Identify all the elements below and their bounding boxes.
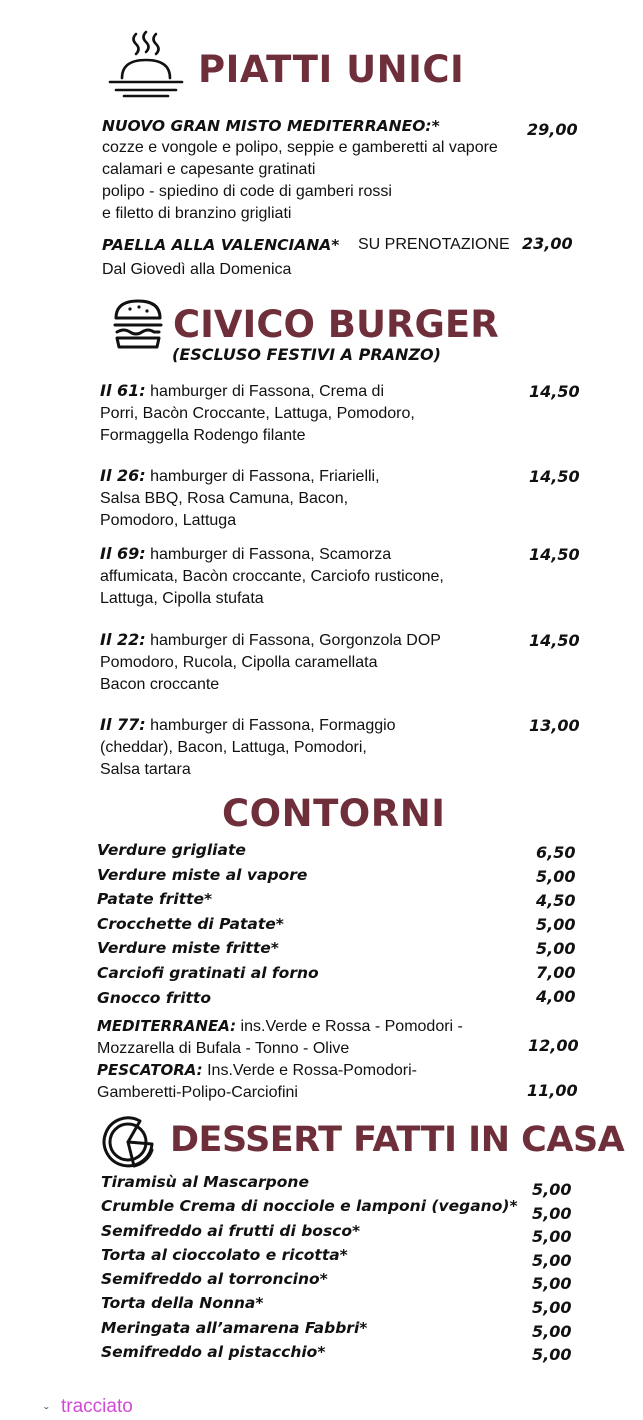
- section-title-contorni: CONTORNI: [222, 792, 446, 835]
- burger-item: Il 77: hamburger di Fassona, Formaggio (cheddar), Bacon, Lattuga, Pomodori, Salsa tartara: [100, 715, 396, 778]
- list-item: Gnocco fritto: [97, 988, 211, 1007]
- dessert-prices: 5,00 5,00 5,00 5,00 5,00 5,00 5,00 5,00: [532, 1180, 572, 1365]
- list-item: Carciofi gratinati al forno: [97, 963, 319, 982]
- burger-price: 13,00: [529, 716, 580, 735]
- dish-description: Dal Giovedì alla Domenica: [102, 261, 292, 278]
- section-title-civico-burger: CIVICO BURGER: [173, 303, 499, 346]
- burger-price: 14,50: [529, 382, 580, 401]
- burger-item: Il 22: hamburger di Fassona, Gorgonzola DOP Pomodoro, Rucola, Cipolla caramellata Bacon croccante: [100, 630, 441, 693]
- dessert-list: [101, 1170, 518, 1364]
- steaming-plate-icon: [106, 30, 188, 98]
- dish-price: 29,00: [527, 120, 578, 139]
- list-item: Tiramisù al Mascarpone: [101, 1173, 309, 1191]
- list-item: Patate fritte*: [97, 890, 213, 909]
- burger-price: 14,50: [529, 631, 580, 650]
- burger-icon: [112, 298, 164, 350]
- salad-price: 12,00: [528, 1036, 579, 1055]
- dish-note: SU PRENOTAZIONE: [358, 236, 510, 253]
- salad-price: 11,00: [527, 1081, 578, 1100]
- burger-item: Il 26: hamburger di Fassona, Friarielli, Salsa BBQ, Rosa Camuna, Bacon, Pomodoro, Lattuga: [100, 466, 380, 529]
- list-item: Verdure miste fritte*: [97, 939, 279, 958]
- list-item: Verdure grigliate: [97, 841, 246, 859]
- section-title-dessert: DESSERT FATTI IN CASA: [170, 1120, 625, 1160]
- dish-price: 23,00: [522, 234, 573, 253]
- list-item: Meringata all’amarena Fabbri*: [101, 1318, 368, 1337]
- salad-item: MEDITERRANEA: ins.Verde e Rossa - Pomodori - Mozzarella di Bufala - Tonno - Olive: [97, 1017, 463, 1057]
- contorni-prices: 6,50 5,00 4,50 5,00 5,00 7,00 4,00: [536, 843, 576, 1006]
- pie-icon: [100, 1114, 156, 1170]
- burger-price: 14,50: [529, 545, 580, 564]
- burger-item: Il 69: hamburger di Fassona, Scamorza affumicata, Bacòn croccante, Carciofo rusticone, Lattuga, Cipolla stufata: [100, 544, 444, 607]
- list-item: Verdure miste al vapore: [97, 865, 308, 884]
- list-item: Crumble Crema di nocciole e lamponi (vegano)*: [101, 1197, 518, 1216]
- caret-mark: ˇ: [44, 1404, 49, 1420]
- burger-price: 14,50: [529, 467, 580, 486]
- list-item: Torta della Nonna*: [101, 1294, 264, 1313]
- list-item: Semifreddo al torroncino*: [101, 1270, 328, 1289]
- list-item: Torta al cioccolato e ricotta*: [101, 1245, 348, 1264]
- dish-name: NUOVO GRAN MISTO MEDITERRANEO:*: [102, 117, 440, 135]
- salad-item: PESCATORA: Ins.Verde e Rossa-Pomodori- Gamberetti-Polipo-Carciofini: [97, 1061, 417, 1101]
- dish-name: PAELLA ALLA VALENCIANA*: [102, 236, 340, 254]
- tracciato-link[interactable]: tracciato: [61, 1396, 133, 1417]
- dish-description: cozze e vongole e polipo, seppie e gamberetti al vapore calamari e capesante gratinati polipo - spiedino di code di gamberi rossi e filetto di branzino grigliati: [102, 139, 498, 222]
- contorni-list: [97, 838, 319, 1010]
- list-item: Semifreddo ai frutti di bosco*: [101, 1221, 361, 1240]
- list-item: Crocchette di Patate*: [97, 914, 284, 933]
- section-subtitle: (ESCLUSO FESTIVI A PRANZO): [172, 345, 441, 364]
- burger-item: Il 61: hamburger di Fassona, Crema di Porri, Bacòn Croccante, Lattuga, Pomodoro, Formaggella Rodengo filante: [100, 381, 415, 444]
- section-title-piatti-unici: PIATTI UNICI: [198, 48, 465, 91]
- list-item: Semifreddo al pistacchio*: [101, 1343, 326, 1362]
